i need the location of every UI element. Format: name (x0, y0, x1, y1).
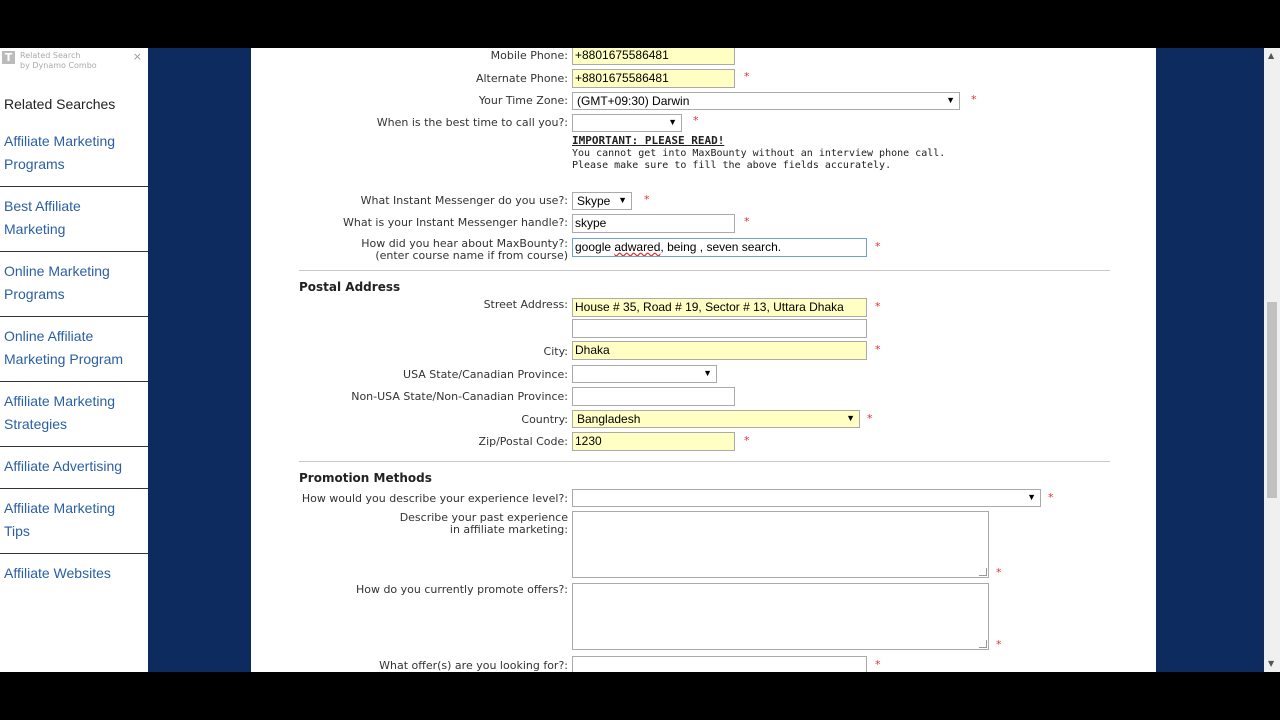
timezone-select[interactable] (572, 92, 960, 110)
page-scrollbar[interactable] (1264, 48, 1280, 672)
chevron-down-icon: ▼ (703, 368, 712, 378)
related-search-link[interactable]: Affiliate Marketing Tips (0, 489, 148, 554)
byline-line2: by Dynamo Combo (20, 61, 97, 70)
related-search-link[interactable]: Affiliate Marketing Programs (0, 122, 148, 187)
us-state-select[interactable] (572, 365, 717, 383)
scrollbar-thumb[interactable] (1267, 302, 1277, 498)
required-mark: * (693, 114, 699, 127)
experience-level-label: How would you describe your experience level?: (301, 492, 568, 505)
past-experience-label-line2: in affiliate marketing: (449, 523, 568, 536)
chevron-down-icon: ▼ (618, 195, 627, 205)
related-searches-title: Related Searches (4, 96, 116, 112)
messenger-select[interactable] (572, 192, 632, 210)
timezone-label: Your Time Zone: (478, 94, 568, 107)
byline-line1: Related Search (20, 51, 81, 60)
non-us-state-input[interactable] (572, 387, 735, 406)
referral-label-line2: (enter course name if from course) (375, 249, 568, 262)
required-mark: * (875, 300, 881, 313)
resize-handle-icon[interactable] (979, 568, 987, 576)
best-time-label: When is the best time to call you?: (376, 116, 568, 129)
section-divider (299, 270, 1110, 271)
required-mark: * (875, 240, 881, 253)
browser-viewport (0, 48, 1280, 672)
related-search-panel (0, 48, 148, 672)
dynamo-combo-logo-icon: T (2, 51, 15, 64)
section-divider (299, 461, 1110, 462)
chevron-down-icon: ▼ (946, 95, 955, 105)
required-mark: * (875, 658, 881, 671)
alternate-phone-label: Alternate Phone: (475, 72, 568, 85)
alternate-phone-input[interactable]: +8801675586481 (572, 69, 735, 88)
scroll-up-icon[interactable]: ▲ (1268, 51, 1275, 60)
scroll-down-icon[interactable]: ▼ (1268, 659, 1275, 668)
related-search-link[interactable]: Affiliate Marketing Strategies (0, 382, 148, 447)
messenger-handle-input[interactable]: skype (572, 214, 735, 233)
required-mark: * (971, 93, 977, 106)
experience-level-select[interactable] (572, 489, 1041, 507)
related-search-header (0, 48, 148, 78)
referral-label (361, 238, 568, 262)
resize-handle-icon[interactable] (979, 640, 987, 648)
referral-input[interactable] (572, 238, 867, 257)
required-mark: * (744, 70, 750, 83)
messenger-label: What Instant Messenger do you use?: (360, 194, 568, 207)
us-state-label: USA State/Canadian Province: (403, 368, 568, 381)
current-promotion-label: How do you currently promote offers?: (355, 583, 568, 596)
interview-notice (572, 135, 945, 172)
street-address-line2-input[interactable] (572, 319, 867, 338)
required-mark: * (744, 434, 750, 447)
chevron-down-icon: ▼ (1027, 492, 1036, 502)
current-promotion-textarea[interactable] (572, 583, 989, 650)
mobile-phone-label: Mobile Phone: (490, 49, 568, 62)
related-search-link[interactable]: Affiliate Advertising (0, 447, 148, 489)
non-us-state-label: Non-USA State/Non-Canadian Province: (351, 390, 568, 403)
required-mark: * (867, 412, 873, 425)
street-address-label: Street Address: (483, 298, 568, 311)
city-label: City: (543, 345, 568, 358)
referral-label-line1: How did you hear about MaxBounty?: (361, 237, 568, 250)
close-icon[interactable]: × (132, 50, 142, 63)
required-mark: * (744, 215, 750, 228)
related-search-link[interactable]: Online Marketing Programs (0, 252, 148, 317)
related-search-byline (20, 51, 97, 71)
related-search-list (0, 122, 148, 595)
offers-wanted-input[interactable] (572, 656, 867, 672)
notice-line2: Please make sure to fill the above fields accurately. (572, 160, 892, 171)
past-experience-label-line1: Describe your past experience (399, 511, 568, 524)
zip-input[interactable]: 1230 (572, 432, 735, 451)
messenger-handle-label: What is your Instant Messenger handle?: (343, 216, 568, 229)
best-time-select[interactable] (572, 114, 682, 132)
mobile-phone-input[interactable]: +8801675586481 (572, 48, 735, 65)
related-search-link[interactable]: Best Affiliate Marketing (0, 187, 148, 252)
promotion-methods-heading: Promotion Methods (299, 471, 432, 485)
referral-text-pre: google (575, 240, 615, 254)
country-value: Bangladesh (577, 412, 641, 426)
offers-wanted-label: What offer(s) are you looking for?: (379, 659, 568, 672)
timezone-value: (GMT+09:30) Darwin (577, 94, 690, 108)
street-address-input[interactable]: House # 35, Road # 19, Sector # 13, Uttara Dhaka (572, 298, 867, 317)
messenger-value: Skype (577, 194, 611, 208)
past-experience-textarea[interactable] (572, 511, 989, 578)
country-label: Country: (521, 413, 568, 426)
required-mark: * (1048, 491, 1054, 504)
zip-label: Zip/Postal Code: (478, 435, 568, 448)
related-search-link[interactable]: Affiliate Websites (4, 565, 111, 581)
referral-text-misspelled: adwared (614, 240, 661, 254)
required-mark: * (644, 193, 650, 206)
signup-form-page (251, 48, 1156, 672)
related-search-link[interactable]: Online Affiliate Marketing Program (0, 317, 148, 382)
city-input[interactable]: Dhaka (572, 341, 867, 360)
postal-address-heading: Postal Address (299, 280, 401, 294)
notice-line1: You cannot get into MaxBounty without an interview phone call. (572, 148, 946, 159)
past-experience-label (400, 512, 568, 536)
referral-text-post: , being , seven search. (660, 240, 782, 254)
required-mark: * (996, 638, 1002, 651)
required-mark: * (875, 343, 881, 356)
chevron-down-icon: ▼ (668, 117, 677, 127)
country-select[interactable] (572, 410, 860, 428)
required-mark: * (996, 566, 1002, 579)
chevron-down-icon: ▼ (846, 413, 855, 423)
notice-title: IMPORTANT: PLEASE READ! (572, 134, 725, 147)
